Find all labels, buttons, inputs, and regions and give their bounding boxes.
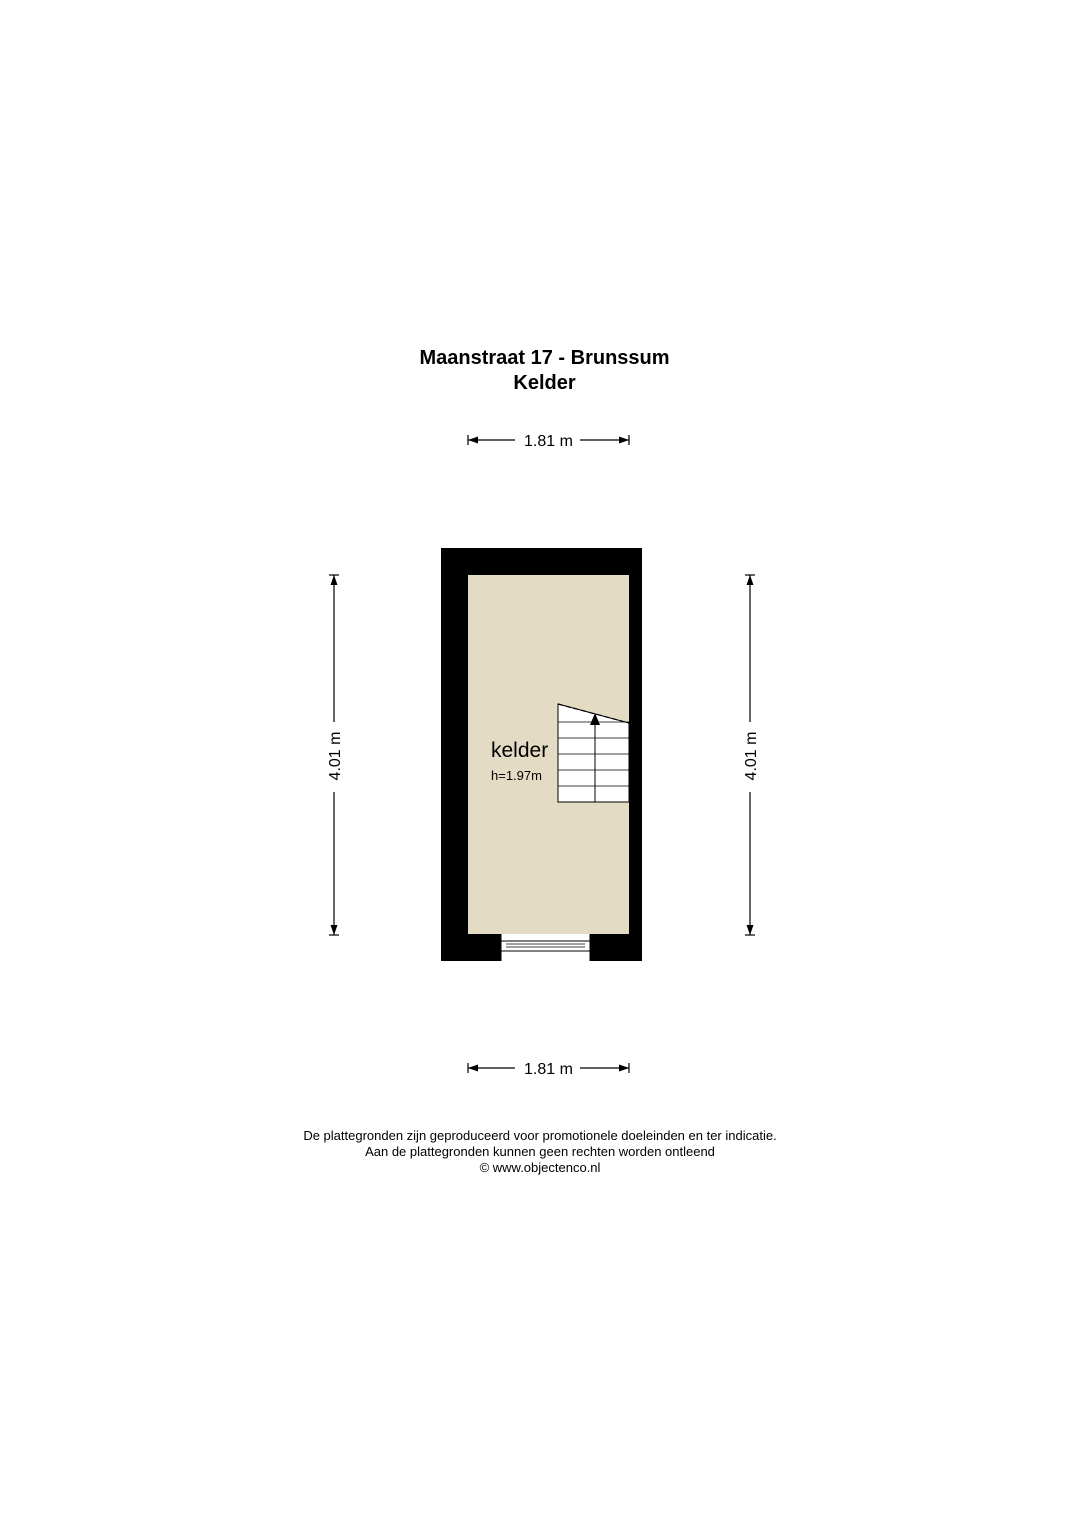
dimension-left-label: 4.01 m <box>327 731 344 781</box>
dimension-top-label: 1.81 m <box>524 433 573 450</box>
disclaimer-line-2: Aan de plattegronden kunnen geen rechten worden ontleend <box>365 1144 715 1159</box>
plan-title-floor: Kelder <box>513 372 576 394</box>
dimension-left-depth <box>327 575 344 935</box>
copyright-line: © www.objectenco.nl <box>479 1160 601 1175</box>
dimension-top-width <box>468 433 629 450</box>
dimension-bottom-label: 1.81 m <box>524 1061 573 1078</box>
room-height-label: h=1.97m <box>491 768 542 783</box>
window-opening <box>501 934 590 961</box>
dimension-right-label: 4.01 m <box>743 731 760 781</box>
room-name-label: kelder <box>491 739 549 762</box>
dimension-bottom-width <box>468 1061 629 1078</box>
disclaimer-line-1: De plattegronden zijn geproduceerd voor promotionele doeleinden en ter indicatie. <box>303 1128 777 1143</box>
plan-title-address: Maanstraat 17 - Brunssum <box>419 347 670 369</box>
dimension-right-depth <box>743 575 760 935</box>
